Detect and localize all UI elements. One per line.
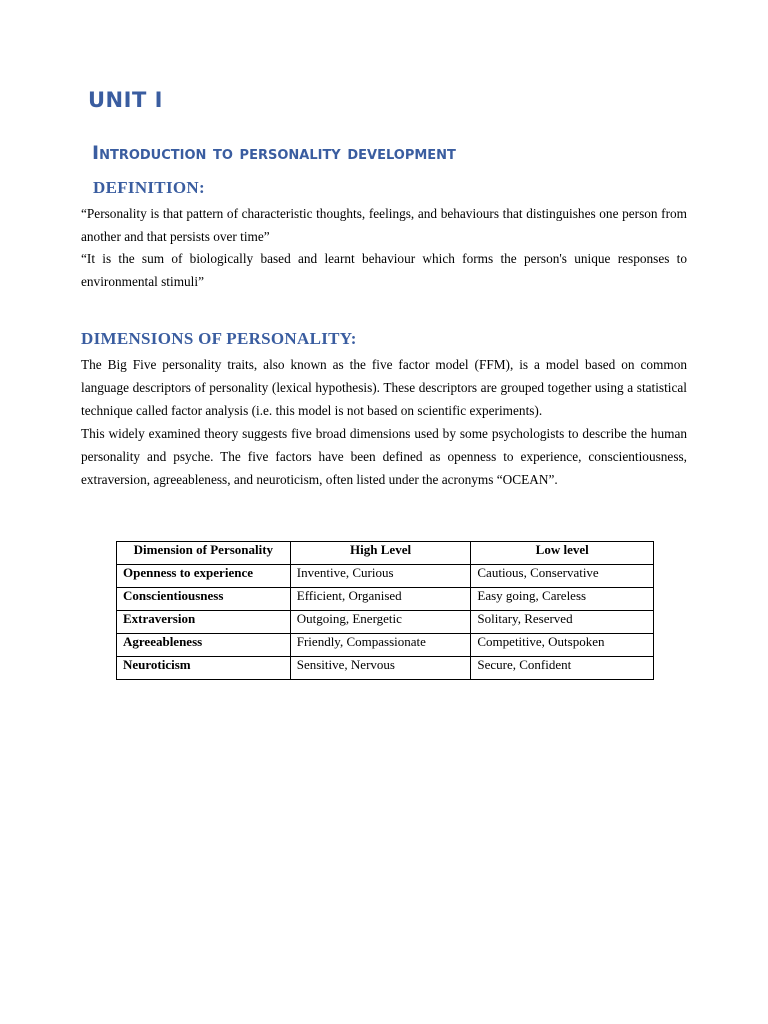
table-cell-dimension: Conscientiousness [117,588,291,611]
table-cell-low: Cautious, Conservative [471,565,654,588]
definition-heading: DEFINITION: [93,178,205,197]
table-cell-dimension: Extraversion [117,611,291,634]
table-cell-high: Sensitive, Nervous [290,657,471,680]
table-row [117,565,654,588]
table-header-row [117,542,654,565]
table-cell-high: Friendly, Compassionate [290,634,471,657]
dimensions-heading: DIMENSIONS OF PERSONALITY: [81,329,357,348]
table-cell-low: Solitary, Reserved [471,611,654,634]
table-row [117,657,654,680]
unit-title: UNIT I [88,88,163,112]
definition-quote-2: “It is the sum of biologically based and learnt behaviour which forms the person's unique responses to environmental stimuli” [81,251,687,289]
table-cell-low: Easy going, Careless [471,588,654,611]
table-row [117,611,654,634]
table-header-cell: Dimension of Personality [117,542,291,565]
definition-quote-1: “Personality is that pattern of characteristic thoughts, feelings, and behaviours that distinguishes one person from another and that persists over time” [81,206,687,244]
table-header-cell: High Level [290,542,471,565]
table-cell-low: Secure, Confident [471,657,654,680]
table-cell-low: Competitive, Outspoken [471,634,654,657]
table-cell-dimension: Agreeableness [117,634,291,657]
table-cell-high: Efficient, Organised [290,588,471,611]
intro-heading: Introduction to personality development [92,142,456,164]
table-cell-dimension: Openness to experience [117,565,291,588]
table-header-cell: Low level [471,542,654,565]
table-cell-high: Outgoing, Energetic [290,611,471,634]
table-cell-high: Inventive, Curious [290,565,471,588]
table-cell-dimension: Neuroticism [117,657,291,680]
dimensions-paragraph-1: The Big Five personality traits, also known as the five factor model (FFM), is a model based on common language descriptors of personality (lexical hypothesis). These descriptors are grouped together using a statistical technique called factor analysis (i.e. this model is not based on scientific experiments). [81,357,687,418]
table-row [117,634,654,657]
personality-traits-table [116,541,654,680]
dimensions-paragraph-2: This widely examined theory suggests five broad dimensions used by some psychologists to describe the human personality and psyche. The five factors have been defined as openness to experience, conscientiousness, extraversion, agreeableness, and neuroticism, often listed under the acronyms “OCEAN”. [81,426,687,487]
table-row [117,588,654,611]
